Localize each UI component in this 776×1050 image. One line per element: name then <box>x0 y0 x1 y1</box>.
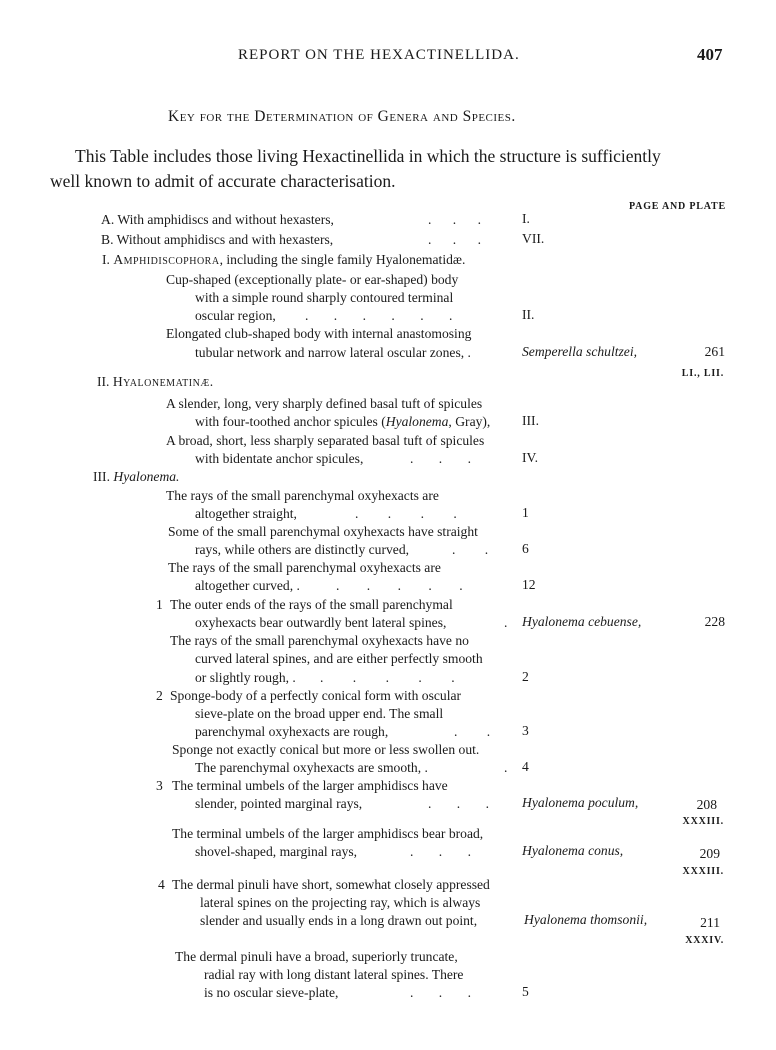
couplet-number: 3 <box>156 778 163 793</box>
leader-dots: . . <box>454 724 491 739</box>
plate-ref: LI., LII. <box>681 368 724 379</box>
key-line: shovel-shaped, marginal rays, <box>195 844 358 859</box>
key-line: radial ray with long distant lateral spines. There <box>204 967 464 982</box>
key-line: The dermal pinuli have short, somewhat closely appressed <box>172 877 490 892</box>
species-ref: Hyalonema conus, <box>522 843 624 858</box>
section-iii-name: Hyalonema. <box>113 469 180 484</box>
key-line: The terminal umbels of the larger amphidiscs have <box>172 778 448 793</box>
key-line: lateral spines on the projecting ray, which is always <box>200 895 481 910</box>
leader-dots: . . <box>452 542 489 557</box>
leader-dots: . . . <box>428 796 489 811</box>
species-ref: Hyalonema thomsonii, <box>524 912 648 927</box>
key-line: The terminal umbels of the larger amphidiscs bear broad, <box>172 826 484 841</box>
ref-a: I. <box>522 211 530 226</box>
key-line: or slightly rough, . <box>195 670 296 685</box>
key-line: altogether straight, <box>195 506 297 521</box>
key-line <box>195 413 490 431</box>
key-line: The dermal pinuli have a broad, superiorly truncate, <box>175 949 458 964</box>
genus-name: Hyalonema <box>385 414 449 429</box>
key-line: is no oscular sieve-plate, <box>204 985 339 1000</box>
key-line: rays, while others are distinctly curved, <box>195 542 410 557</box>
page-ref: 209 <box>699 846 720 861</box>
plate-ref: XXXIV. <box>685 935 724 946</box>
leader-dots: . . . <box>428 212 481 227</box>
key-line: The rays of the small parenchymal oxyhexacts are <box>166 488 439 503</box>
leader-dots: . . . <box>410 985 471 1000</box>
intro-line-1: This Table includes those living Hexactinellida in which the structure is sufficiently <box>75 146 661 166</box>
species-ref: Semperella schultzei, <box>522 344 638 359</box>
column-header: PAGE AND PLATE <box>629 201 726 212</box>
key-line: The rays of the small parenchymal oxyhexacts have no <box>170 633 469 648</box>
leader-dots: . . . . . . <box>305 308 453 323</box>
text-part: with four-toothed anchor spicules ( <box>195 414 386 429</box>
section-i-heading <box>102 251 465 269</box>
leader-dots: . . . <box>428 232 481 247</box>
key-line: Elongated club-shaped body with internal anastomosing <box>166 326 472 341</box>
key-line: altogether curved, . <box>195 578 300 593</box>
page-ref: 208 <box>696 797 717 812</box>
running-title: REPORT ON THE HEXACTINELLIDA. <box>238 47 520 63</box>
ref-iii6: 12 <box>522 577 536 592</box>
key-line: Sponge not exactly conical but more or less swollen out. <box>172 742 480 757</box>
key-line: oscular region, <box>195 308 276 323</box>
key-line: oxyhexacts bear outwardly bent lateral spines, <box>195 615 447 630</box>
section-iii-heading <box>93 468 179 486</box>
ref-b: VII. <box>522 231 545 246</box>
couplet-number: 2 <box>156 688 163 703</box>
key-line: A broad, short, less sharply separated basal tuft of spicules <box>166 433 485 448</box>
key-line: with a simple round sharply contoured terminal <box>195 290 454 305</box>
key-line-b: B. Without amphidiscs and with hexasters, <box>101 232 334 247</box>
key-line-a: A. With amphidiscs and without hexasters, <box>101 212 334 227</box>
leader-dots: . <box>504 760 508 775</box>
leader-dots: . . . . . <box>336 578 463 593</box>
page-title: Key for the Determination of Genera and Species. <box>168 108 516 125</box>
key-line: sieve-plate on the broad upper end. The small <box>195 706 444 721</box>
page-ref: 261 <box>704 344 725 359</box>
page-ref: 228 <box>704 614 725 629</box>
couplet-number: 4 <box>158 877 165 892</box>
ref-k2c: 3 <box>522 723 529 738</box>
section-i-rest: , including the single family Hyalonematidæ. <box>219 252 466 267</box>
section-iii-number: III. <box>93 469 110 484</box>
key-line: with bidentate anchor spicules, <box>195 451 364 466</box>
leader-dots: . . . <box>410 844 471 859</box>
ref-k2e: 4 <box>522 759 529 774</box>
text-part: , Gray), <box>448 414 491 429</box>
section-ii-heading <box>97 373 214 391</box>
section-ii-number: II. <box>97 374 110 389</box>
key-line: The outer ends of the rays of the small parenchymal <box>170 597 453 612</box>
key-line: The rays of the small parenchymal oxyhexacts are <box>168 560 441 575</box>
couplet-number: 1 <box>156 597 163 612</box>
species-ref: Hyalonema poculum, <box>522 795 639 810</box>
key-line: Sponge-body of a perfectly conical form with oscular <box>170 688 462 703</box>
plate-ref: XXXIII. <box>682 866 724 877</box>
key-line: Some of the small parenchymal oxyhexacts have straight <box>168 524 478 539</box>
section-i-number: I. <box>102 252 110 267</box>
leader-dots: . <box>504 615 508 630</box>
ref-k1e: 2 <box>522 669 529 684</box>
species-ref: Hyalonema cebuense, <box>522 614 642 629</box>
page-number: 407 <box>697 45 723 64</box>
ref-iii2: 1 <box>522 505 529 520</box>
page-ref: 211 <box>700 915 720 930</box>
ref-iii4: 6 <box>522 541 529 556</box>
key-line: The parenchymal oxyhexacts are smooth, . <box>195 760 428 775</box>
key-line: slender, pointed marginal rays, <box>195 796 363 811</box>
section-i-name: Amphidiscophora <box>113 252 220 267</box>
key-line: A slender, long, very sharply defined basal tuft of spicules <box>166 396 483 411</box>
leader-dots: . . . . <box>355 506 457 521</box>
key-line: tubular network and narrow lateral oscular zones, . <box>195 345 471 360</box>
leader-dots: . . . . . <box>320 670 455 685</box>
leader-dots: . . . <box>410 451 471 466</box>
key-line: parenchymal oxyhexacts are rough, <box>195 724 389 739</box>
key-line: slender and usually ends in a long drawn out point, <box>200 913 478 928</box>
intro-line-2: well known to admit of accurate characterisation. <box>50 171 396 191</box>
ref-ii2: III. <box>522 413 539 428</box>
ref-i3: II. <box>522 307 535 322</box>
key-line: curved lateral spines, and are either perfectly smooth <box>195 651 483 666</box>
ref-k4f: 5 <box>522 984 529 999</box>
plate-ref: XXXIII. <box>682 816 724 827</box>
ref-ii4: IV. <box>522 450 538 465</box>
key-line: Cup-shaped (exceptionally plate- or ear-shaped) body <box>166 272 459 287</box>
section-ii-name: Hyalonematinæ. <box>112 374 214 389</box>
